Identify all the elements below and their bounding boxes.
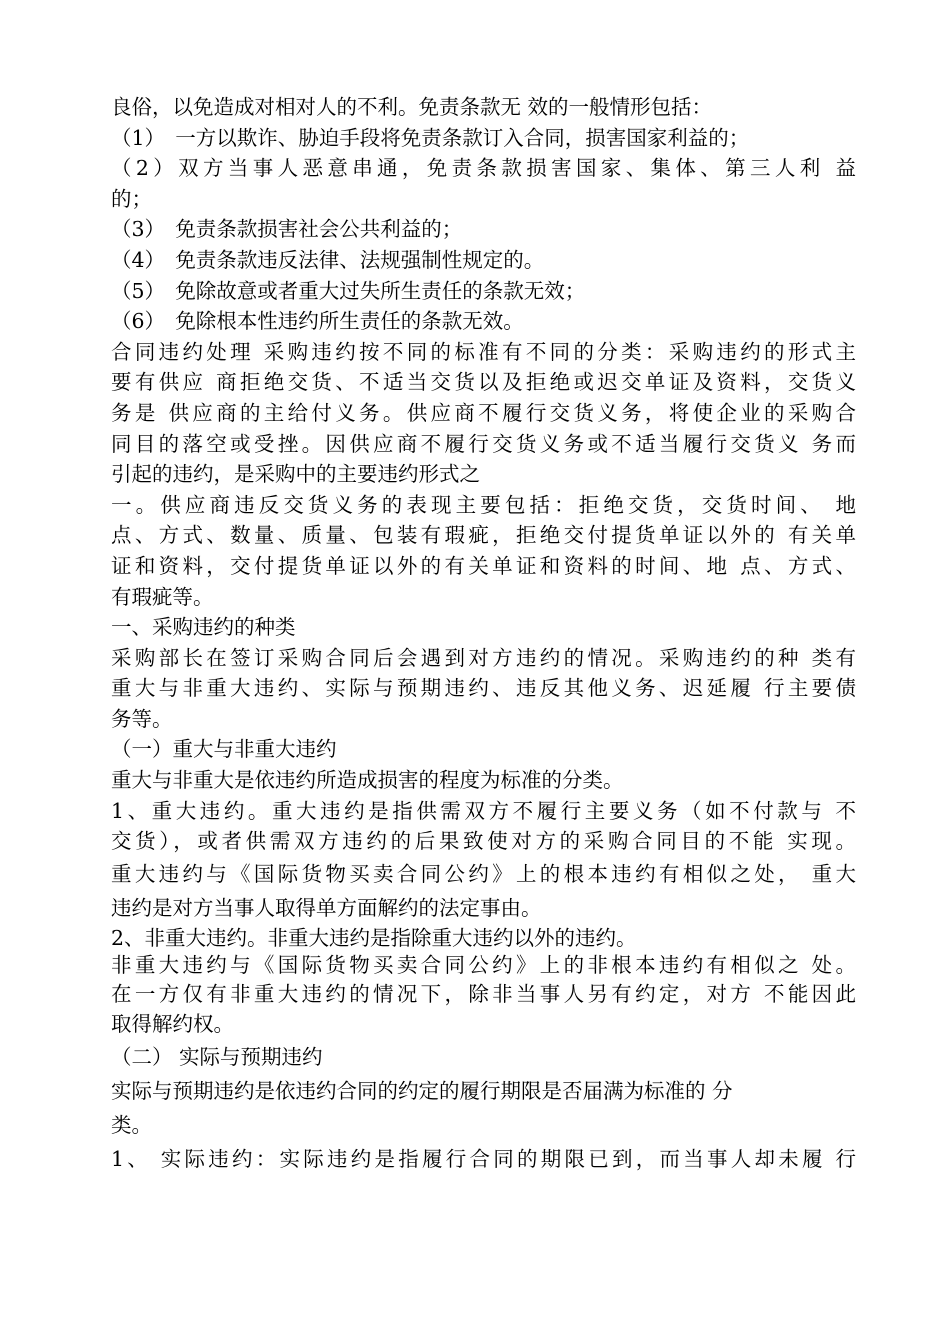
subsection-heading: （二） 实际与预期违约	[111, 1045, 323, 1070]
text-line: 的；	[111, 186, 152, 211]
text-line: 1、重大违约。重大违约是指供需双方不履行主要义务（如不付款与 不	[111, 798, 856, 823]
list-item: （6） 免除根本性违约所生责任的条款无效。	[111, 309, 524, 334]
text-line: 采购部长在签订采购合同后会遇到对方违约的情况。采购违约的种 类有	[111, 645, 856, 670]
text-line: 实际与预期违约是依违约合同的约定的履行期限是否届满为标准的 分	[111, 1079, 733, 1104]
text-line: 非重大违约与《国际货物买卖合同公约》上的非根本违约有相似之 处。	[111, 952, 856, 977]
list-item: （3） 免责条款损害社会公共利益的；	[111, 217, 463, 242]
list-item: （1） 一方以欺诈、胁迫手段将免责条款订入合同，损害国家利益的；	[111, 125, 750, 150]
text-line: 1、 实际违约：实际违约是指履行合同的期限已到，而当事人却未履 行	[111, 1147, 856, 1172]
text-line: 重大违约与《国际货物买卖合同公约》上的根本违约有相似之处， 重大	[111, 861, 856, 886]
list-item: （4） 免责条款违反法律、法规强制性规定的。	[111, 247, 545, 272]
list-item: （5） 免除故意或者重大过失所生责任的条款无效；	[111, 278, 586, 303]
text-line: 类。	[111, 1113, 152, 1138]
text-line: 重大与非重大违约、实际与预期违约、违反其他义务、迟延履 行主要债	[111, 676, 856, 701]
section-heading: 一、采购违约的种类	[111, 615, 296, 640]
text-line: 务等。	[111, 706, 173, 731]
text-line: 务是 供应商的主给付义务。供应商不履行交货义务，将使企业的采购合	[111, 400, 856, 425]
text-line: 有瑕疵等。	[111, 584, 214, 609]
text-line: 合同违约处理 采购违约按不同的标准有不同的分类：采购违约的形式主	[111, 339, 856, 364]
list-item: （2）双方当事人恶意串通，免责条款损害国家、集体、第三人利 益	[111, 156, 856, 181]
text-line: 良俗，以免造成对相对人的不利。免责条款无 效的一般情形包括：	[111, 95, 713, 119]
text-line: 同目的落空或受挫。因供应商不履行交货义务或不适当履行交货义 务而	[111, 431, 856, 456]
text-line: 取得解约权。	[111, 1012, 234, 1037]
text-line: 2、非重大违约。非重大违约是指除重大违约以外的违约。	[111, 925, 637, 950]
document-page	[111, 92, 856, 1176]
text-line: 证和资料，交付提货单证以外的有关单证和资料的时间、地 点、方式、	[111, 553, 856, 578]
text-line: 要有供应 商拒绝交货、不适当交货以及拒绝或迟交单证及资料，交货义	[111, 370, 856, 395]
text-line: 在一方仅有非重大违约的情况下，除非当事人另有约定，对方 不能因此	[111, 981, 856, 1006]
text-line: 一。供应商违反交货义务的表现主要包括：拒绝交货，交货时间、 地	[111, 492, 856, 517]
text-line: 引起的违约，是采购中的主要违约形式之	[111, 462, 480, 487]
subsection-heading: （一）重大与非重大违约	[111, 737, 337, 762]
text-line: 违约是对方当事人取得单方面解约的法定事由。	[111, 895, 542, 920]
text-line: 重大与非重大是依违约所造成损害的程度为标准的分类。	[111, 768, 624, 793]
text-line: 交货），或者供需双方违约的后果致使对方的采购合同目的不能 实现。	[111, 829, 856, 854]
text-line: 点、方式、数量、质量、包装有瑕疵，拒绝交付提货单证以外的 有关单	[111, 523, 856, 548]
